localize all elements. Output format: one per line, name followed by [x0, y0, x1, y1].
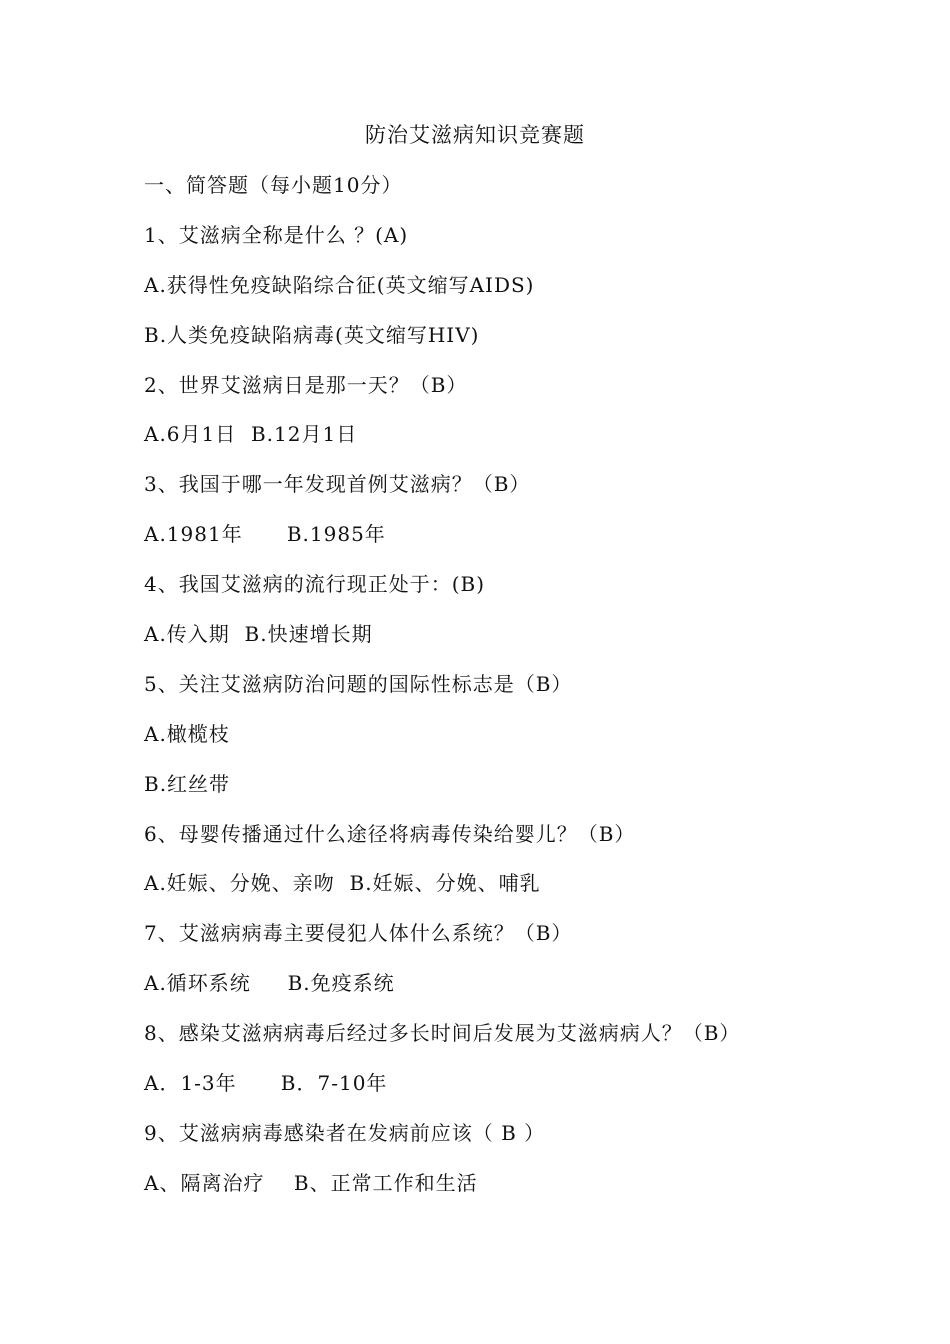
- options-9: A、隔离治疗 B、正常工作和生活: [144, 1170, 478, 1195]
- option-5b: B.红丝带: [144, 771, 231, 796]
- question-6: 6、母婴传播通过什么途径将病毒传染给婴儿？（B）: [144, 821, 636, 846]
- options-6: A.妊娠、分娩、亲吻 B.妊娠、分娩、哺乳: [144, 871, 541, 896]
- question-7: 7、艾滋病病毒主要侵犯人体什么系统？（B）: [144, 921, 573, 946]
- section-heading: 一、简答题（每小题10分）: [144, 173, 403, 197]
- question-3: 3、我国于哪一年发现首例艾滋病？（B）: [144, 472, 531, 497]
- options-2: A.6月1日 B.12月1日: [144, 422, 358, 447]
- options-8: A．1-3年 B．7-10年: [144, 1071, 388, 1096]
- option-5a: A.橄榄枝: [144, 721, 230, 746]
- question-1: 1、艾滋病全称是什么 ？(A): [144, 222, 409, 247]
- question-2: 2、世界艾滋病日是那一天？（B）: [144, 372, 468, 397]
- options-7: A.循环系统 B.免疫系统: [144, 971, 395, 996]
- question-8: 8、感染艾滋病病毒后经过多长时间后发展为艾滋病病人？（B）: [144, 1021, 741, 1046]
- option-1b: B.人类免疫缺陷病毒(英文缩写HIV): [144, 322, 480, 347]
- option-1a: A.获得性免疫缺陷综合征(英文缩写AIDS): [144, 272, 535, 297]
- options-3: A.1981年 B.1985年: [144, 522, 386, 547]
- question-4: 4、我国艾滋病的流行现正处于：(B): [144, 572, 486, 597]
- question-list: [144, 168, 844, 1216]
- options-4: A.传入期 B.快速增长期: [144, 622, 373, 647]
- question-9: 9、艾滋病病毒感染者在发病前应该（ B ）: [144, 1120, 546, 1145]
- question-5: 5、关注艾滋病防治问题的国际性标志是（B）: [144, 671, 573, 696]
- document-title: 防治艾滋病知识竞赛题: [365, 123, 585, 147]
